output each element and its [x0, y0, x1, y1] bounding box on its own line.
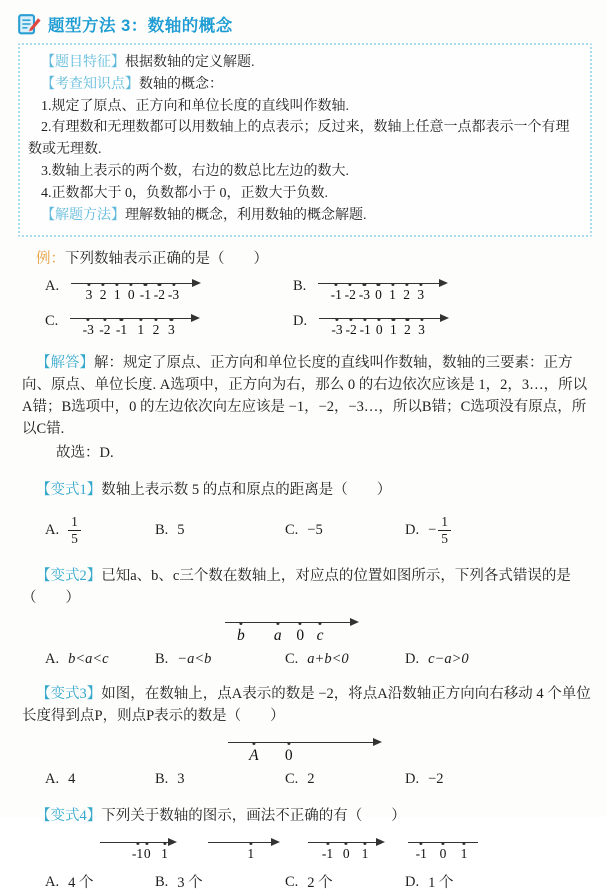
variant1-question-text: 数轴上表示数 5 的点和原点的距离是（ ） [101, 482, 392, 499]
example-question-text: 下列数轴表示正确的是（ ） [65, 251, 268, 268]
option-value: 1 个 [428, 875, 454, 892]
method-line [28, 205, 576, 227]
variant3-options [22, 769, 591, 789]
content [0, 248, 607, 892]
variant2-tag: 【变式2】 [36, 568, 102, 585]
option-value: −2 [428, 770, 444, 787]
option-c [285, 871, 405, 892]
option-letter: C. [285, 522, 299, 539]
option-b [155, 520, 285, 540]
option-value: c−a>0 [428, 650, 469, 667]
option-letter: D. [293, 313, 308, 330]
option-letter: A. [45, 278, 60, 295]
knowledge-tag: 【考查知识点】 [41, 76, 139, 92]
fraction-numerator: 1 [438, 515, 451, 531]
number-line-a: 3 2 1 0 -1 -2 -3 [71, 274, 199, 306]
option-c [285, 649, 405, 669]
option-b [155, 769, 285, 789]
option-letter: B. [155, 873, 169, 890]
document-pen-icon [18, 14, 41, 35]
example-option-b [270, 276, 591, 306]
knowledge-point-3: 3.数轴上表示的两个数，右边的数总比左边的数大. [41, 163, 349, 179]
variant1-options [22, 509, 591, 551]
option-value: a+b<0 [307, 650, 349, 667]
variant1-tag: 【变式1】 [36, 482, 102, 499]
solution-tag: 【解答】 [36, 355, 94, 372]
fraction-numerator: 1 [68, 515, 81, 531]
knowledge-text: 数轴的概念： [139, 76, 223, 92]
mini-number-line-4: -1 0 1 [408, 833, 478, 865]
knowledge-point-4: 4.正数都大于 0，负数都小于 0，正数大于负数. [41, 185, 328, 201]
example-options [22, 276, 591, 341]
option-letter: D. [405, 522, 420, 539]
option-letter: A. [45, 771, 60, 788]
variant3-question [22, 683, 591, 727]
solution-paragraph [22, 352, 591, 440]
knowledge-point-1: 1.规定了原点、正方向和单位长度的直线叫作数轴. [41, 98, 349, 114]
number-line-d: -3 -2 -1 0 1 2 3 [319, 309, 447, 341]
option-value: 2 个 [307, 875, 333, 892]
option-letter: B. [155, 651, 169, 668]
option-value: −5 [307, 521, 323, 538]
option-a [45, 649, 155, 669]
option-letter: C. [285, 873, 299, 890]
variant4-options [22, 871, 591, 892]
variant3-tag: 【变式3】 [36, 686, 102, 703]
option-a [45, 769, 155, 789]
option-value: 3 [177, 770, 185, 787]
fraction-value [438, 515, 451, 546]
option-b [155, 871, 285, 892]
knowledge-box [18, 43, 592, 237]
option-value: 5 [177, 521, 185, 538]
option-a [45, 871, 155, 892]
option-c [285, 769, 405, 789]
option-value: 4 个 [68, 875, 94, 892]
variant2-options [22, 649, 591, 669]
example-option-c [22, 311, 270, 341]
example-label: 例： [36, 251, 65, 268]
option-value: 3 个 [177, 875, 203, 892]
option-b [155, 649, 285, 669]
option-value: 4 [68, 770, 76, 787]
feature-text: 根据数轴的定义解题. [125, 55, 255, 70]
section-header [0, 0, 607, 36]
solution-text: 解：规定了原点、正方向和单位长度的直线叫作数轴，数轴的三要素：正方向、原点、单位长度. A选项中，正方向为右，那么 0 的右边依次应该是 1，2，3…，所以A错；B选项中，0 的左边依次向左应该是 −1，−2，−3…，所以B错；C选项没有原点，所以C错. [22, 355, 588, 438]
option-letter: B. [155, 771, 169, 788]
mini-number-line-2: 1 [208, 833, 278, 865]
example-option-a [22, 276, 270, 306]
variant4-question-text: 下列关于数轴的图示，画法不正确的有（ ） [101, 808, 406, 825]
option-letter: D. [405, 651, 420, 668]
option-c [285, 520, 405, 540]
variant4-question [22, 805, 591, 827]
option-value: b<a<c [68, 650, 109, 667]
feature-tag: 【题目特征】 [41, 55, 125, 70]
fraction-value [68, 515, 81, 546]
option-letter: A. [45, 651, 60, 668]
option-letter: D. [405, 771, 420, 788]
mini-number-line-3: -1 0 1 [308, 833, 383, 865]
variant2-question [22, 565, 591, 609]
variant4-tag: 【变式4】 [36, 808, 102, 825]
fraction-sign: − [428, 521, 437, 538]
option-value: 2 [307, 770, 315, 787]
number-line-c: -3 -2 -1 1 2 3 [70, 309, 198, 341]
knowledge-line [28, 74, 576, 96]
variant1-question [22, 479, 591, 501]
option-d [405, 515, 591, 546]
knowledge-point-2: 2.有理数和无理数都可以用数轴上的点表示；反过来，数轴上任意一点都表示一个有理数或无理数. [28, 120, 570, 158]
option-letter: A. [45, 873, 60, 890]
example-question [22, 248, 591, 270]
method-text: 理解数轴的概念，利用数轴的概念解题. [125, 207, 367, 223]
option-letter: D. [405, 873, 420, 890]
option-d [405, 871, 591, 892]
variant2-question-text: 已知a、b、c三个数在数轴上，对应点的位置如图所示，下列各式错误的是（ ） [22, 568, 571, 607]
mini-number-line-1: -1 0 1 [100, 833, 175, 865]
option-letter: C. [285, 651, 299, 668]
feature-line [28, 52, 576, 74]
solution-conclusion: 故选：D. [56, 445, 114, 462]
page-title: 题型方法 3：数轴的概念 [48, 17, 233, 35]
variant2-number-line: b a 0 c [225, 613, 357, 645]
option-letter: B. [155, 522, 169, 539]
option-letter: A. [45, 522, 60, 539]
option-letter: B. [293, 278, 307, 295]
example-option-d [270, 311, 591, 341]
fraction-denominator: 5 [71, 530, 78, 546]
option-a [45, 515, 155, 546]
option-letter: C. [285, 771, 299, 788]
number-line-b: -1 -2 -3 0 1 2 3 [318, 274, 446, 306]
variant3-number-line: A 0 [228, 733, 380, 765]
option-d [405, 649, 591, 669]
option-d [405, 769, 591, 789]
option-letter: C. [45, 313, 59, 330]
fraction-denominator: 5 [441, 530, 449, 546]
option-value: −a<b [177, 650, 212, 667]
method-tag: 【解题方法】 [41, 207, 125, 223]
variant3-question-text: 如图，在数轴上，点A表示的数是 −2，将点A沿数轴正方向向右移动 4 个单位长度得到点P，则点P表示的数是（ ） [22, 686, 591, 725]
variant4-figures [100, 833, 591, 865]
